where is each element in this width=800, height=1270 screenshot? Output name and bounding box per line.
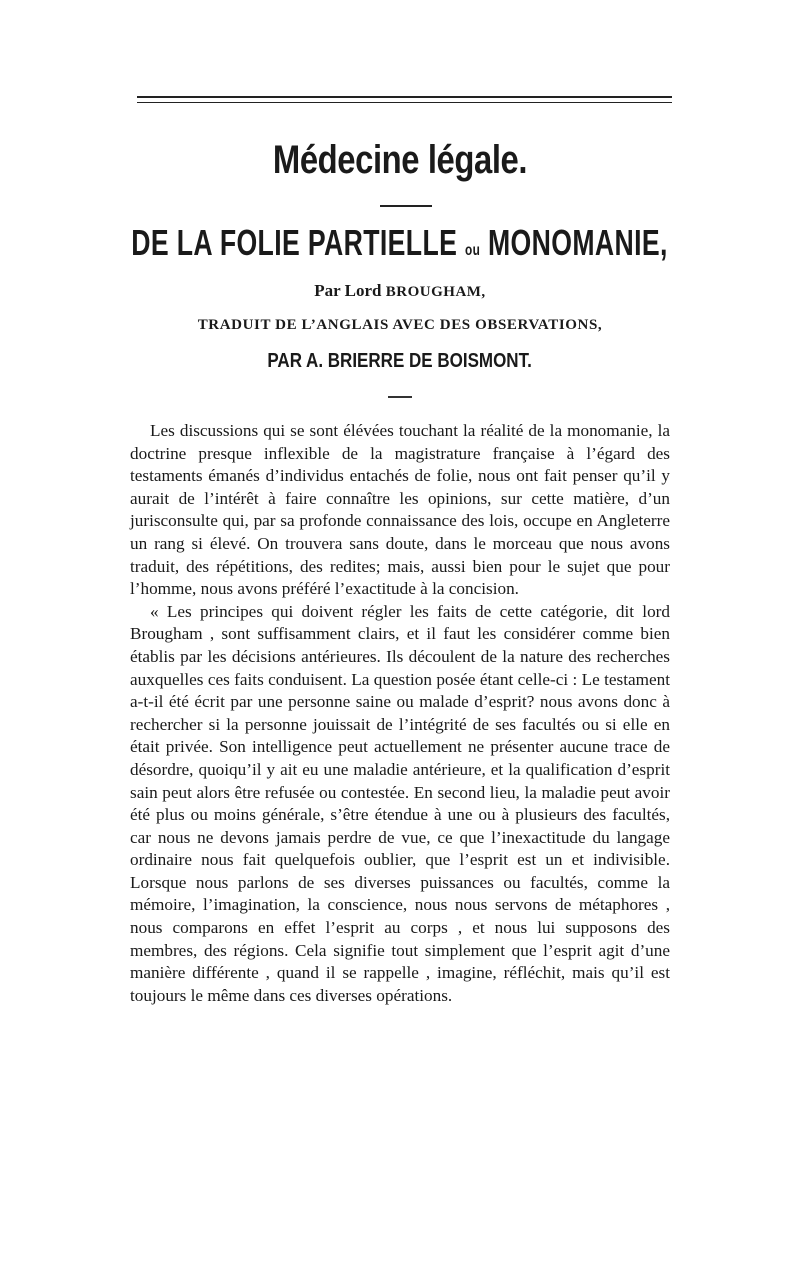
title-divider	[380, 205, 432, 207]
paragraph: « Les principes qui doivent régler les faits de cette catégorie, dit lord Brougham , sont suffisamment clairs, et il faut les considérer comme bien établis par les décisions antérieures. Ils découlent de la nature des recherches auxquelles ces faits conduisent. La question posée étant celle-ci : Le testament a-t-il été écrit par une personne saine ou malade d’esprit? nous avons donc à rechercher si la personne jouissait de l’intégrité de ses facultés ou si elle en était privée. Son intelligence peut actuellement ne présenter aucune trace de désordre, quoiqu’il y ait eu une maladie antérieure, et la qualification d’esprit sain peut alors être refusée ou contestée. En second lieu, la maladie peut avoir été plus ou moins générale, s’être étendue à une ou à plusieurs des facultés, car nous ne devons jamais perdre de vue, ce que l’inexactitude du langage ordinaire nous fait quelquefois oublier, que l’esprit est un et indivisible. Lorsque nous parlons de ses diverses puissances ou facultés, comme la mémoire, l’imagination, la conscience, nous nous servons de métaphores , nous comparons en effet l’esprit au corps , et nous lui supposons des membres, des régions. Cela signifie tout simplement que l’esprit agit d’une manière différente , quand il se rappelle , imagine, réfléchit, mais qu’il est toujours le même dans ces diverses opérations.	[130, 601, 670, 1005]
top-rule-thin	[137, 102, 672, 103]
main-title-part1: DE LA FOLIE PARTIELLE	[131, 222, 458, 263]
article-body	[130, 420, 670, 1007]
section-divider	[388, 396, 412, 398]
paragraph: Les discussions qui se sont élévées touchant la réalité de la monomanie, la doctrine presque inflexible de la magistrature française à l’égard des testaments émanés d’individus entachés de folie, nous ont fait penser qu’il y aurait de l’intérêt à faire connaître les opinions, sur cette matière, d’un jurisconsulte qui, par sa profonde connaissance des lois, occupe en Angleterre un rang si élevé. On trouvera sans doute, dans le morceau que nous avons traduit, des répétitions, des redites; mais, aussi bien pour le sujet que pour l’homme, nous avons préféré l’exactitude à la concision.	[130, 421, 670, 599]
translator-text: PAR A. BRIERRE DE BOISMONT.	[267, 350, 533, 372]
main-title-part2: MONOMANIE,	[488, 222, 669, 263]
section-title: Médecine légale.	[272, 138, 528, 182]
author-byline	[0, 281, 800, 301]
author-name: BROUGHAM,	[385, 284, 486, 300]
main-title	[0, 222, 800, 264]
subtitle: TRADUIT DE L’ANGLAIS AVEC DES OBSERVATIONS,	[197, 317, 603, 333]
translator-line	[0, 350, 800, 373]
main-title-connector: ou	[465, 242, 481, 259]
byline-prefix: Par Lord	[314, 281, 382, 300]
top-rule	[137, 96, 672, 98]
